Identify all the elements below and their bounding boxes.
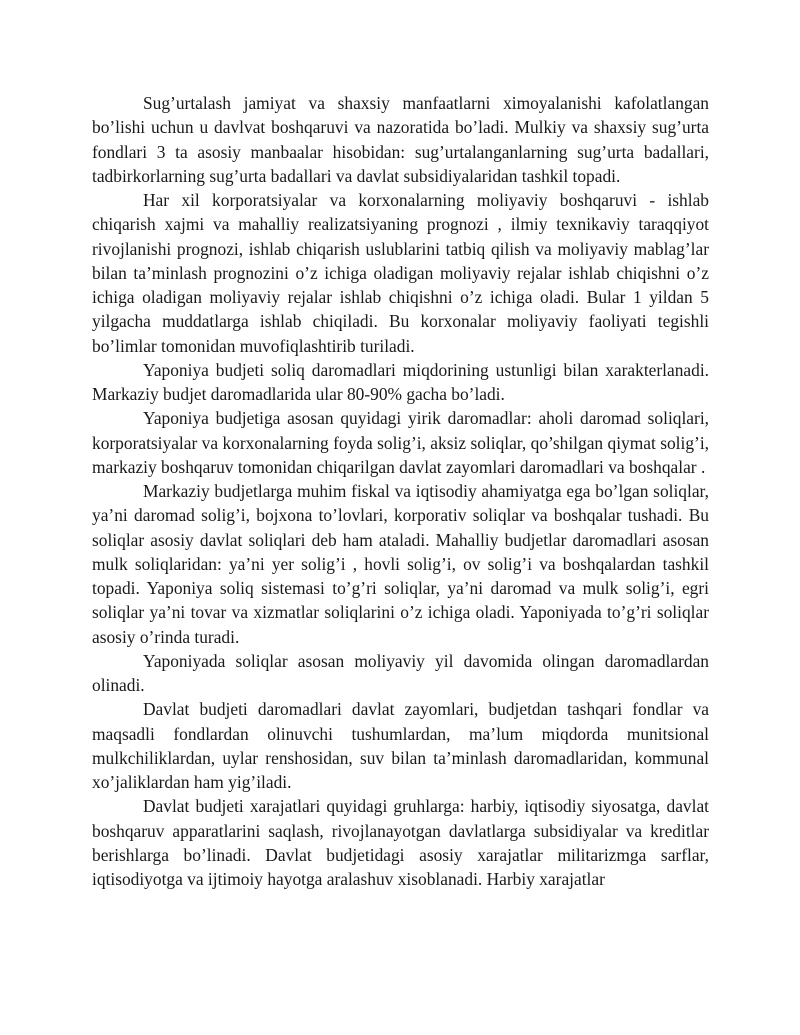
paragraph-japan-budget-revenues: Yaponiya budjetiga asosan quyidagi yirik daromadlar: aholi daromad soliqlari, korporatsiyalar va korxonalarning foyda solig’i, aksiz soliqlar, qo’shilgan qiymat solig’i, markaziy boshqaruv tomonidan chiqarilgan davlat zayomlari daromadlari va boshqalar . <box>92 408 709 477</box>
body-text <box>92 91 709 891</box>
paragraph-japan-budget-tax: Yaponiya budjeti soliq daromadlari miqdorining ustunligi bilan xarakterlanadi. Markaziy budjet daromadlarida ular 80-90% gacha bo’ladi. <box>92 359 709 404</box>
paragraph-state-budget-revenues: Davlat budjeti daromadlari davlat zayomlari, budjetdan tashqari fondlar va maqsadli fondlardan olinuvchi tushumlardan, ma’lum miqdorda munitsional mulkchiliklardan, uylar renshosidan, suv bilan ta’minlash daromadlaridan, kommunal xo’jaliklardan ham yig’iladi. <box>92 699 709 792</box>
paragraph-insurance: Sug’urtalash jamiyat va shaxsiy manfaatlarni ximoyalanishi kafolatlangan bo’lishi uchun u davlvat boshqaruvi va nazoratida bo’ladi. Mulkiy va shaxsiy sug’urta fondlari 3 ta asosiy manbaalar hisobidan: sug’urtalanganlarning sug’urta badallari, tadbirkorlarning sug’urta badallari va davlat subsidiyalaridan tashkil topadi. <box>92 93 709 186</box>
paragraph-corporate-finance: Har xil korporatsiyalar va korxonalarning moliyaviy boshqaruvi - ishlab chiqarish xajmi va mahalliy realizatsiyaning prognozi , ilmiy texnikaviy taraqqiyot rivojlanishi prognozi, ishlab chiqarish uslublarini tatbiq qilish va moliyaviy mablag’lar bilan ta’minlash prognozini o’z ichiga oladigan moliyaviy rejalar ishlab chiqishni o’z ichiga oladigan moliyaviy rejalar ishlab chiqishni o’z ichiga oladi. Bular 1 yildan 5 yilgacha muddatlarga ishlab chiqiladi. Bu korxonalar moliyaviy faoliyati tegishli bo’limlar tomonidan muvofiqlashtirib turiladi. <box>92 190 709 356</box>
paragraph-central-local-taxes: Markaziy budjetlarga muhim fiskal va iqtisodiy ahamiyatga ega bo’lgan soliqlar, ya’ni daromad solig’i, bojxona to’lovlari, korporativ soliqlar va boshqalar tushadi. Bu soliqlar asosiy davlat soliqlari deb ham ataladi. Mahalliy budjetlar daromadlari asosan mulk soliqlaridan: ya’ni yer solig’i , hovli solig’i, ov solig’i va boshqalardan tashkil topadi. Yaponiya soliq sistemasi to’g’ri soliqlar, ya’ni daromad va mulk solig’i, egri soliqlar ya’ni tovar va xizmatlar soliqlarini o’z ichiga oladi. Yaponiyada to’g’ri soliqlar asosiy o’rinda turadi. <box>92 481 709 647</box>
paragraph-tax-fiscal-year: Yaponiyada soliqlar asosan moliyaviy yil davomida olingan daromadlardan olinadi. <box>92 650 709 695</box>
paragraph-state-budget-expenditures: Davlat budjeti xarajatlari quyidagi gruhlarga: harbiy, iqtisodiy siyosatga, davlat boshqaruv apparatlarini saqlash, rivojlanayotgan davlatlarga subsidiyalar va kreditlar berishlarga bo’linadi. Davlat budjetidagi asosiy xarajatlar militarizmga sarflar, iqtisodiyotga va ijtimoiy hayotga aralashuv xisoblanadi. Harbiy xarajatlar <box>92 796 709 889</box>
